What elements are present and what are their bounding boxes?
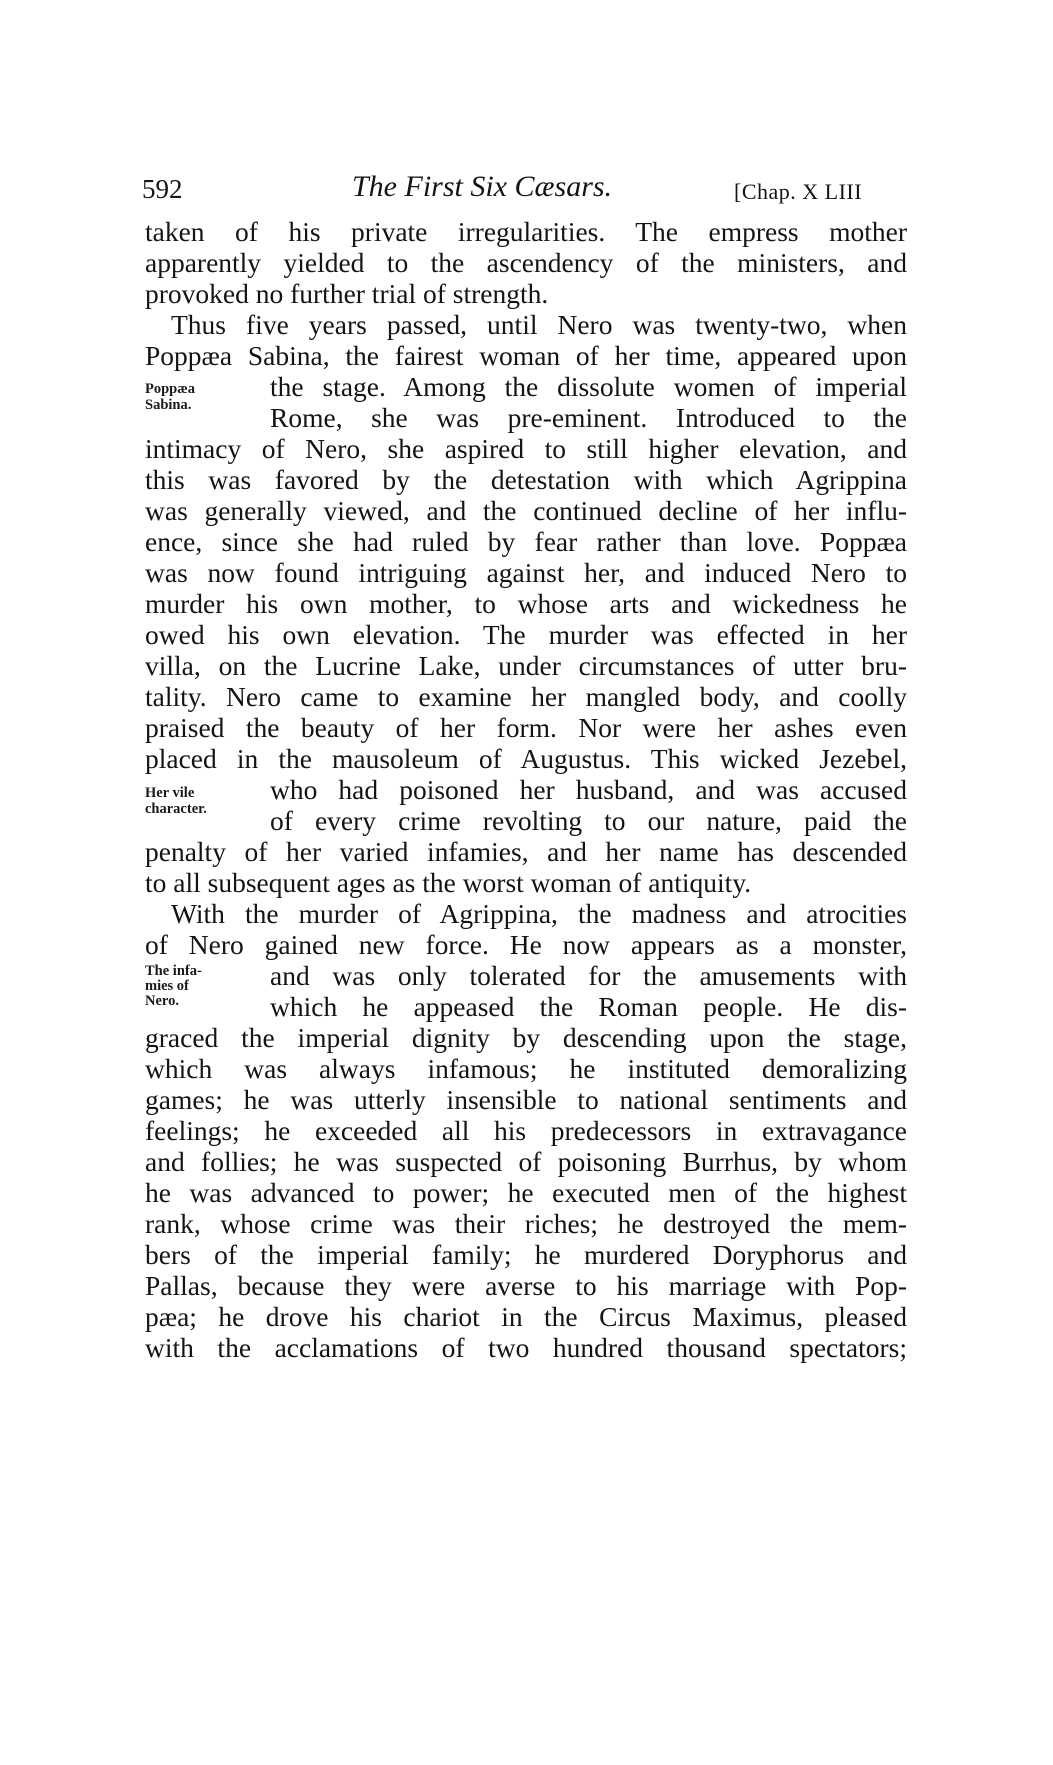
chapter-label: [Chap. X LIII	[734, 179, 863, 204]
text-line: and was only tolerated for the amusements with	[270, 960, 907, 991]
text-line: ence, since she had ruled by fear rather than love. Poppæa	[145, 526, 907, 557]
text-line: feelings; he exceeded all his predecessors in extravagance	[145, 1115, 907, 1146]
text-line: bers of the imperial family; he murdered Doryphorus and	[145, 1239, 907, 1270]
text-line: he was advanced to power; he executed men of the highest	[145, 1177, 907, 1208]
text-line: provoked no further trial of strength.	[145, 278, 549, 309]
text-line: who had poisoned her husband, and was accused	[270, 774, 907, 805]
text-line: graced the imperial dignity by descending upon the stage,	[145, 1022, 907, 1053]
text-line: of Nero gained new force. He now appears as a monster,	[145, 929, 907, 960]
text-line: Poppæa Sabina, the fairest woman of her time, appeared upon	[145, 340, 907, 371]
text-line: which he appeased the Roman people. He dis-	[270, 991, 907, 1022]
margin-note-character-line: character.	[145, 801, 207, 817]
text-line: of every crime revolting to our nature, paid the	[270, 805, 907, 836]
text-line: pæa; he drove his chariot in the Circus Maximus, pleased	[145, 1301, 907, 1332]
margin-note-poppaea-line: Poppæa	[145, 381, 195, 397]
text-line: owed his own elevation. The murder was effected in her	[145, 619, 907, 650]
text-line: was generally viewed, and the continued decline of her influ-	[145, 495, 907, 526]
text-line: to all subsequent ages as the worst woman of antiquity.	[145, 867, 752, 898]
text-line: Thus five years passed, until Nero was twenty-two, when	[171, 309, 907, 340]
text-line: tality. Nero came to examine her mangled body, and coolly	[145, 681, 907, 712]
text-line: murder his own mother, to whose arts and wickedness he	[145, 588, 907, 619]
text-line: rank, whose crime was their riches; he destroyed the mem-	[145, 1208, 907, 1239]
text-line: With the murder of Agrippina, the madness and atrocities	[171, 898, 907, 929]
text-line: villa, on the Lucrine Lake, under circumstances of utter bru-	[145, 650, 907, 681]
margin-note-character-line: Her vile	[145, 785, 195, 801]
page-number: 592	[142, 174, 183, 204]
text-line: this was favored by the detestation with which Agrippina	[145, 464, 907, 495]
text-line: Rome, she was pre-eminent. Introduced to the	[270, 402, 907, 433]
text-line: which was always infamous; he instituted demoralizing	[145, 1053, 907, 1084]
text-line: apparently yielded to the ascendency of the ministers, and	[145, 247, 907, 278]
text-line: Pallas, because they were averse to his marriage with Pop-	[145, 1270, 907, 1301]
text-line: with the acclamations of two hundred thousand spectators;	[145, 1332, 907, 1363]
text-line: penalty of her varied infamies, and her name has descended	[145, 836, 907, 867]
margin-note-infamies-line: Nero.	[145, 993, 179, 1009]
text-line: praised the beauty of her form. Nor were her ashes even	[145, 712, 907, 743]
margin-note-poppaea-line: Sabina.	[145, 397, 192, 413]
margin-note-infamies-line: The infa-	[145, 963, 202, 979]
text-line: games; he was utterly insensible to national sentiments and	[145, 1084, 907, 1115]
text-line: intimacy of Nero, she aspired to still higher elevation, and	[145, 433, 907, 464]
text-line: was now found intriguing against her, and induced Nero to	[145, 557, 907, 588]
running-title: The First Six Cæsars.	[352, 170, 613, 203]
text-line: and follies; he was suspected of poisoning Burrhus, by whom	[145, 1146, 907, 1177]
text-line: placed in the mausoleum of Augustus. This wicked Jezebel,	[145, 743, 907, 774]
text-line: the stage. Among the dissolute women of imperial	[270, 371, 907, 402]
margin-note-infamies-line: mies of	[145, 978, 189, 994]
text-line: taken of his private irregularities. The empress mother	[145, 216, 907, 247]
